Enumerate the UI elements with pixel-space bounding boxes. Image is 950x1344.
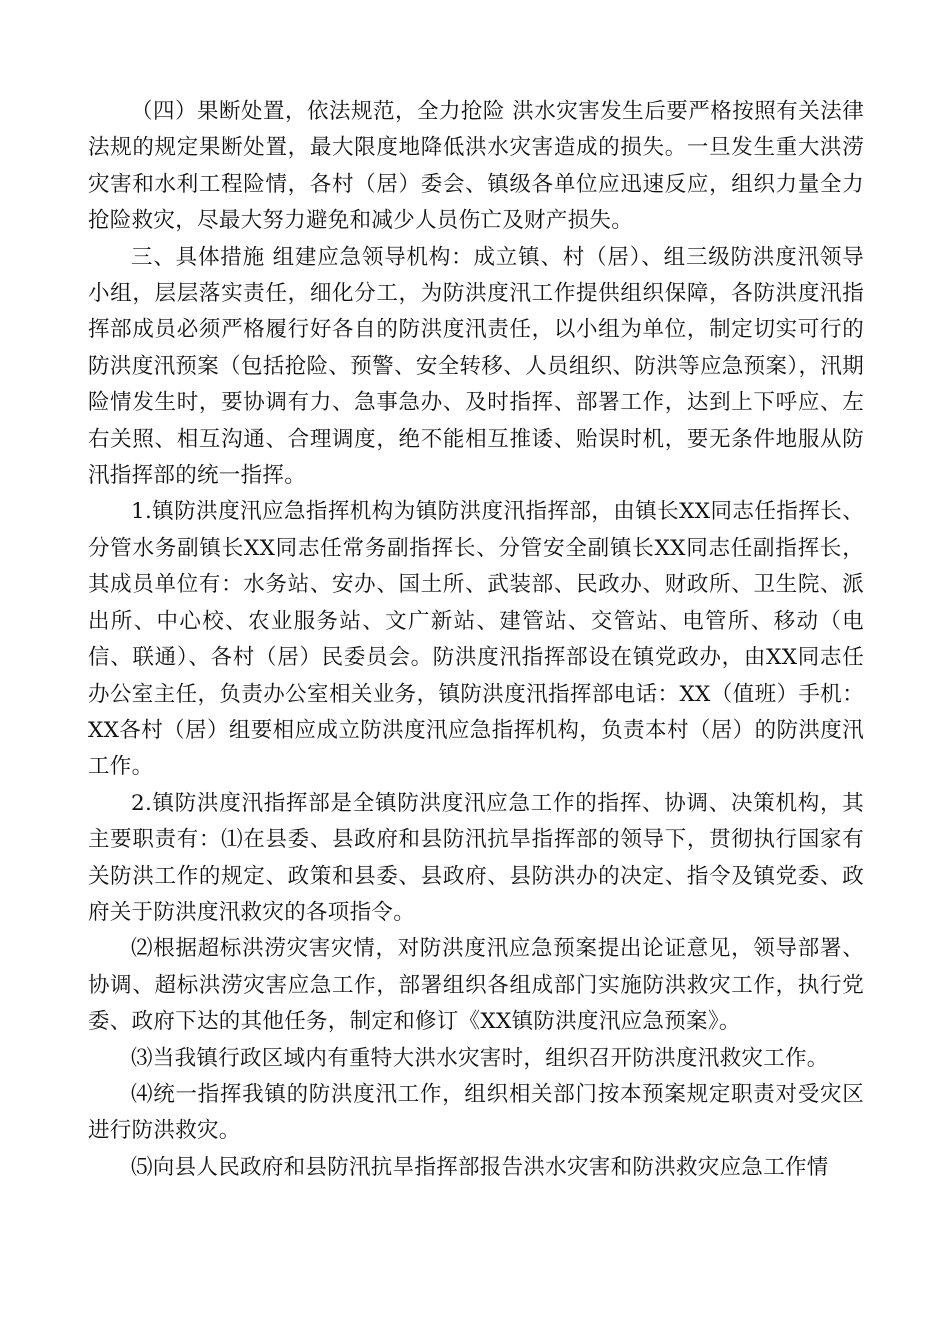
document-body: [88, 94, 864, 1186]
paragraph-duty-5: ⑸向县人民政府和县防汛抗旱指挥部报告洪水灾害和防洪救灾应急工作情: [131, 1154, 829, 1180]
paragraph-duty-4: ⑷统一指挥我镇的防洪度汛工作，组织相关部门按本预案规定职责对受灾区进行防洪救灾。: [88, 1081, 864, 1144]
paragraph-specific-measures: 三、具体措施 组建应急领导机构：成立镇、村（居）、组三级防洪度汛领导小组，层层落实责任，细化分工，为防洪度汛工作提供组织保障，各防洪度汛指挥部成员必须严格履行好各自的防洪度汛责任，以小组为单位，制定切实可行的防洪度汛预案（包括抢险、预警、安全转移、人员组织、防洪等应急预案），汛期险情发生时，要协调有力、急事急办、及时指挥、部署工作，达到上下呼应、左右关照、相互沟通、合理调度，绝不能相互推诿、贻误时机，要无条件地服从防汛指挥部的统一指挥。: [88, 244, 864, 489]
paragraph-duty-2: ⑵根据超标洪涝灾害灾情，对防洪度汛应急预案提出论证意见，领导部署、协调、超标洪涝灾害应急工作，部署组织各组成部门实施防洪救灾工作，执行党委、政府下达的其他任务，制定和修订《XX镇防洪度汛应急预案》。: [88, 936, 864, 1035]
paragraph-command-structure: 1.镇防洪度汛应急指挥机构为镇防洪度汛指挥部，由镇长XX同志任指挥长、分管水务副镇长XX同志任常务副指挥长、分管安全副镇长XX同志任副指挥长，其成员单位有：水务站、安办、国土所、武装部、民政办、财政所、卫生院、派出所、中心校、农业服务站、文广新站、建管站、交管站、电管所、移动（电信、联通）、各村（居）民委员会。防洪度汛指挥部设在镇党政办，由XX同志任办公室主任，负责办公室相关业务，镇防洪度汛指挥部电话：XX（值班）手机：XX各村（居）组要相应成立防洪度汛应急指挥机构，负责本村（居）的防洪度汛工作。: [88, 499, 864, 780]
paragraph-main-duties: 2.镇防洪度汛指挥部是全镇防洪度汛应急工作的指挥、协调、决策机构，其主要职责有：⑴在县委、县政府和县防汛抗旱指挥部的领导下，贯彻执行国家有关防洪工作的规定、政策和县委、县政府、县防洪办的决定、指令及镇党委、政府关于防洪度汛救灾的各项指令。: [88, 790, 864, 925]
paragraph-duty-3: ⑶当我镇行政区域内有重特大洪水灾害时，组织召开防洪度汛救灾工作。: [131, 1045, 829, 1071]
paragraph-decisive-action: （四）果断处置，依法规范，全力抢险 洪水灾害发生后要严格按照有关法律法规的规定果断处置，最大限度地降低洪水灾害造成的损失。一旦发生重大洪涝灾害和水利工程险情，各村（居）委会、镇级各单位应迅速反应，组织力量全力抢险救灾，尽最大努力避免和减少人员伤亡及财产损失。: [88, 99, 864, 234]
